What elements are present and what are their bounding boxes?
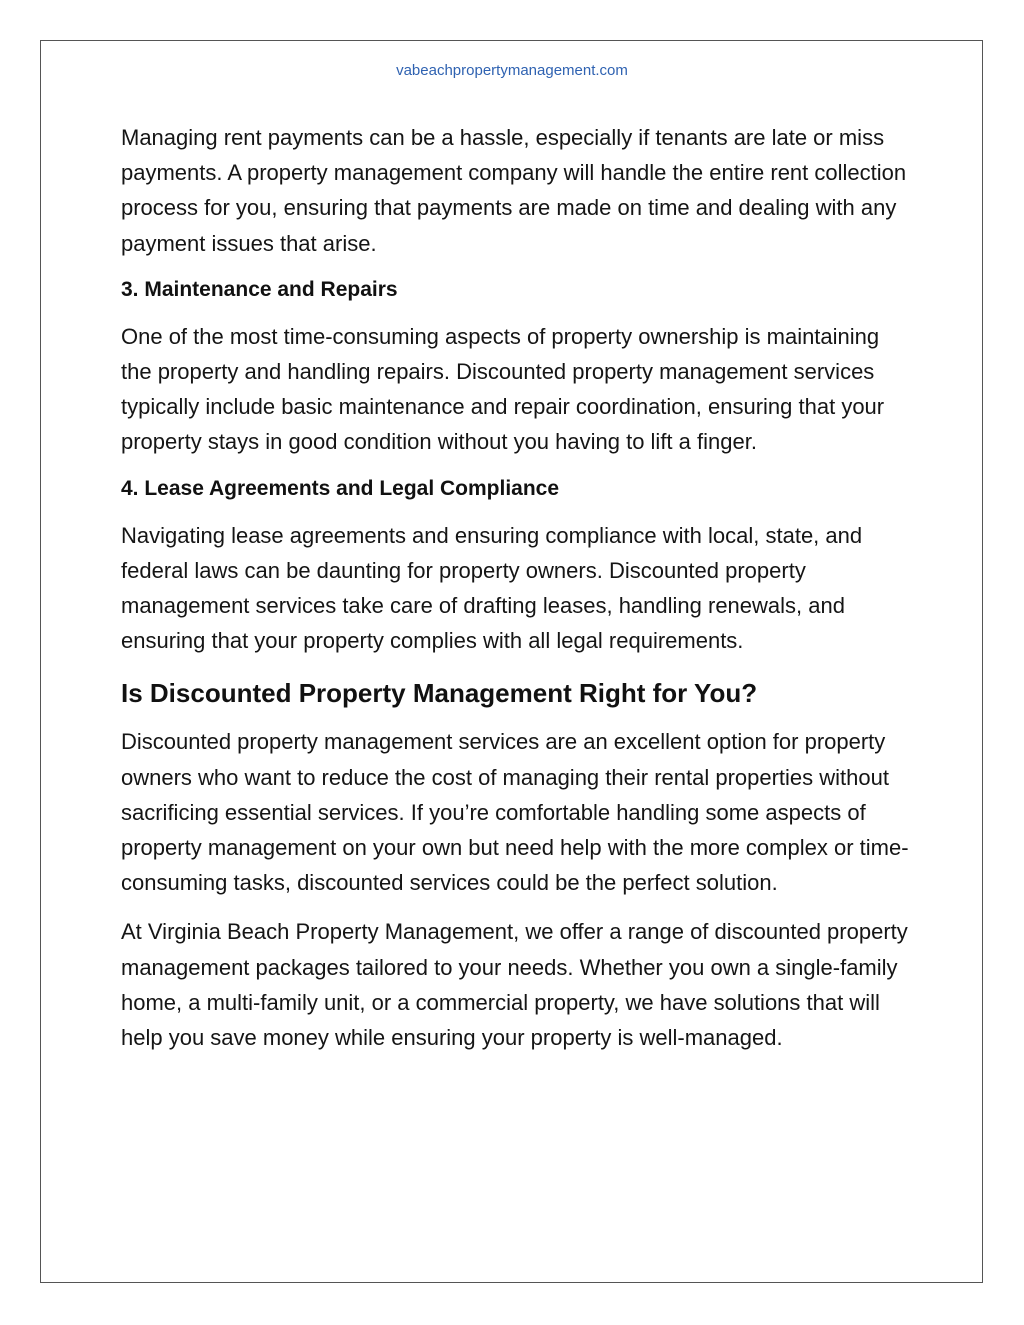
- right-for-you-paragraph-1: Discounted property management services are an excellent option for property owners who want to reduce the cost of managing their rental properties without sacrificing essential services. If you’re comfortable handling some aspects of property management on your own but need help with the more complex or time-consuming tasks, discounted services could be the perfect solution.: [121, 729, 909, 896]
- maintenance-heading: 3. Maintenance and Repairs: [121, 277, 398, 301]
- intro-paragraph: Managing rent payments can be a hassle, especially if tenants are late or miss payments. A property management company will handle the entire rent collection process for you, ensuring that payments are made on time and dealing with any payment issues that arise.: [121, 125, 907, 256]
- site-url-link[interactable]: vabeachpropertymanagement.com: [396, 62, 628, 79]
- lease-paragraph: Navigating lease agreements and ensuring compliance with local, state, and federal laws can be daunting for property owners. Discounted property management services take care of drafting leases, handling renewals, and ensuring that your property complies with all legal requirements.: [121, 522, 863, 654]
- right-for-you-paragraph-2: At Virginia Beach Property Management, we offer a range of discounted property management packages tailored to your needs. Whether you own a single-family home, a multi-family unit, or a commercial property, we have solutions that will help you save money while ensuring your property is well-managed.: [121, 919, 908, 1051]
- maintenance-paragraph: One of the most time-consuming aspects of property ownership is maintaining the property and handling repairs. Discounted property management services typically include basic maintenance and repair coordination, ensuring that your property stays in good condition without you having to lift a finger.: [121, 323, 885, 455]
- article-body: [121, 120, 911, 1069]
- lease-heading: 4. Lease Agreements and Legal Compliance: [121, 476, 560, 500]
- right-for-you-heading: Is Discounted Property Management Right for You?: [121, 678, 758, 709]
